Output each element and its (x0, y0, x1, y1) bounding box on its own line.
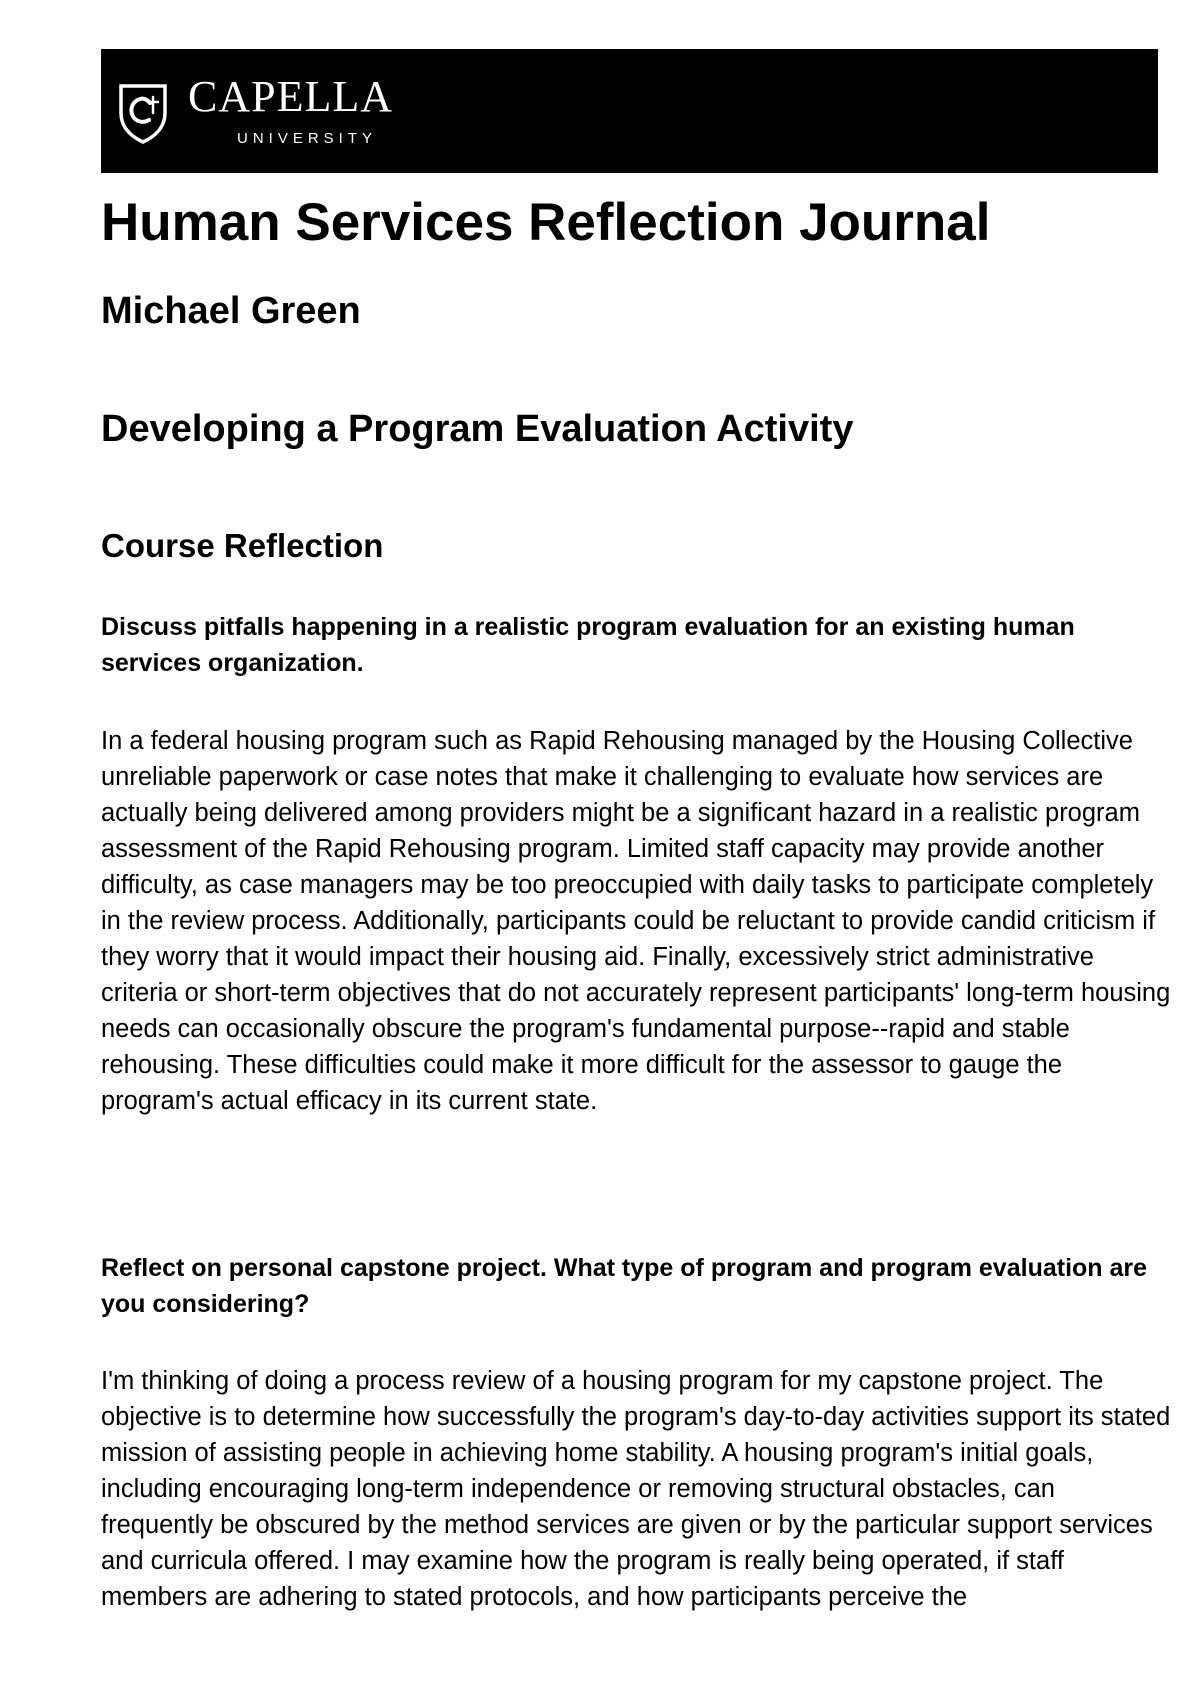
activity-title: Developing a Program Evaluation Activity (101, 408, 854, 450)
reflection-answer-2: I'm thinking of doing a process review of a housing program for my capstone project. The objective is to determine how successfully the program's day-to-day activities support its stated mission of assisting people in achieving home stability. A housing program's initial goals, including encouraging long-term independence or removing structural obstacles, can frequently be obscured by the method services are given or by the particular support services and curricula offered. I may examine how the program is really being operated, if staff members are adhering to stated protocols, and how participants perceive the (101, 1367, 1171, 1611)
brand-subtitle: UNIVERSITY (237, 130, 378, 147)
document-title: Human Services Reflection Journal (101, 193, 991, 252)
capella-shield-icon (118, 83, 168, 145)
header-banner (101, 49, 1158, 173)
reflection-question-2: Reflect on personal capstone project. What type of program and program evaluation are you considering? (101, 1254, 1148, 1318)
author-name: Michael Green (101, 290, 361, 332)
section-heading: Course Reflection (101, 527, 384, 564)
reflection-question-1: Discuss pitfalls happening in a realistic program evaluation for an existing human services organization. (101, 613, 1075, 677)
brand-name: CAPELLA (188, 72, 393, 121)
reflection-answer-1: In a federal housing program such as Rapid Rehousing managed by the Housing Collective unreliable paperwork or case notes that make it challenging to evaluate how services are actually being delivered among providers might be a significant hazard in a realistic program assessment of the Rapid Rehousing program. Limited staff capacity may provide another difficulty, as case managers may be too preoccupied with daily tasks to participate completely in the review process. Additionally, participants could be reluctant to provide candid criticism if they worry that it would impact their housing aid. Finally, excessively strict administrative criteria or short-term objectives that do not accurately represent participants' long-term housing needs can occasionally obscure the program's fundamental purpose--rapid and stable rehousing. These difficulties could make it more difficult for the assessor to gauge the program's actual efficacy in its current state. (101, 727, 1171, 1115)
